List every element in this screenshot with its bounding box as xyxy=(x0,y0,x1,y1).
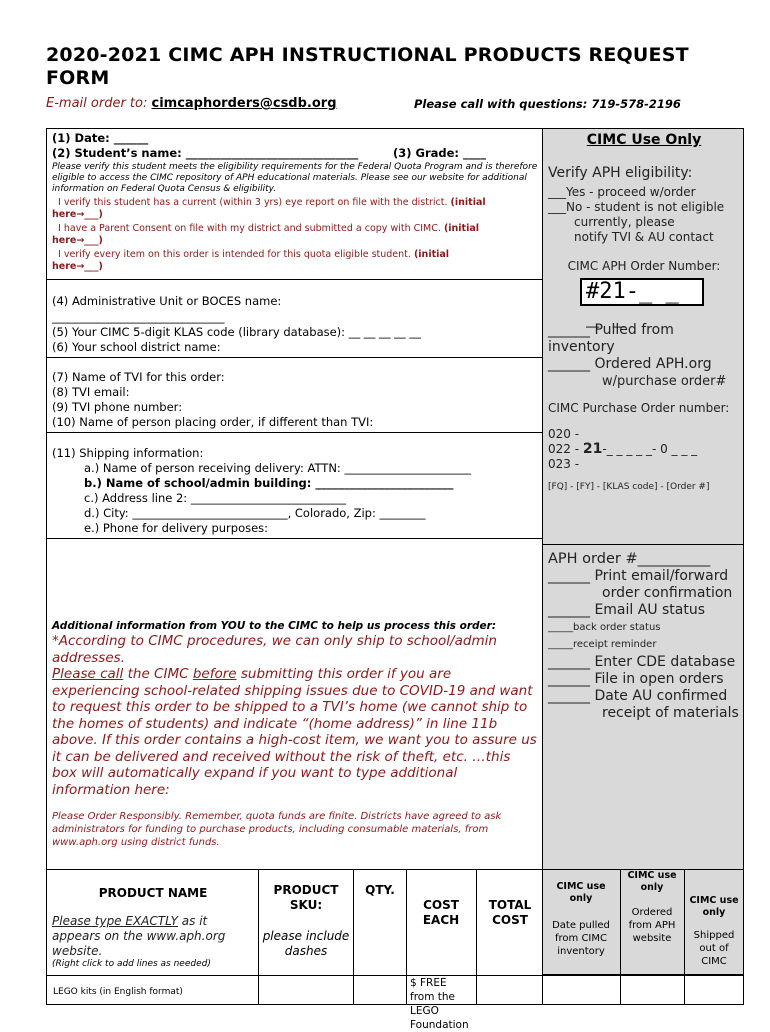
page-title: 2020-2021 CIMC APH INSTRUCTIONAL PRODUCTS REQUEST FORM xyxy=(46,44,689,89)
grade-field[interactable]: (3) Grade: ____ xyxy=(393,146,487,160)
product-name-header xyxy=(52,886,254,969)
col-divider xyxy=(542,869,543,1005)
order-responsibly-note: Please Order Responsibly. Remember, quota funds are finite. Districts have agreed to ask administrators for funding to purchase products, including consumable materials, from www.aph.org using district funds. xyxy=(52,811,502,848)
additional-info-heading: Additional information from YOU to the CIMC to help us process this order: xyxy=(52,620,497,632)
ordered-aph[interactable]: ______ Ordered APH.org xyxy=(548,356,712,372)
tvi-phone-field[interactable]: (9) TVI phone number: xyxy=(52,400,183,414)
order-number-label: CIMC APH Order Number: xyxy=(567,259,721,273)
address-line2-field[interactable]: c.) Address line 2: ___________________________ xyxy=(84,491,347,505)
col-divider xyxy=(258,869,259,1005)
cimc-col-head: CIMC use only xyxy=(627,870,677,893)
pulled-inventory[interactable]: ______ Pulled from inventory xyxy=(548,322,674,355)
date-au-confirmed[interactable]: ______ Date AU confirmed xyxy=(548,688,728,704)
backorder-status[interactable]: _____back order status xyxy=(548,622,661,633)
shipping-heading: (11) Shipping information: xyxy=(52,446,204,460)
admin-unit-line: ______________________________ xyxy=(52,310,225,324)
receipt-reminder[interactable]: _____receipt reminder xyxy=(548,639,657,650)
sku-note: please include dashes xyxy=(262,929,350,958)
section-additional-info[interactable] xyxy=(52,620,538,849)
divider xyxy=(46,279,543,280)
student-name-field[interactable]: (2) Student’s name: ______________________________ xyxy=(52,146,359,160)
check-quota-eligible[interactable]: I verify every item on this order is intended for this quota eligible student. (initial here→___) xyxy=(52,249,450,272)
placer-name-field[interactable]: (10) Name of person placing order, if different than TVI: xyxy=(52,415,374,429)
cimc-col-ordered xyxy=(622,870,682,945)
cimc-col-shipped xyxy=(686,895,742,968)
tvi-email-field[interactable]: (8) TVI email: xyxy=(52,385,130,399)
divider xyxy=(542,544,744,545)
cost-each-header: COST EACH xyxy=(422,898,460,927)
check-parent-consent[interactable]: I have a Parent Consent on file with my district and submitted a copy with CIMC. (initial here→___) xyxy=(52,223,480,246)
enter-cde[interactable]: ______ Enter CDE database xyxy=(548,654,736,670)
tvi-name-field[interactable]: (7) Name of TVI for this order: xyxy=(52,370,225,384)
cimc-panel xyxy=(548,132,740,492)
email-au-status[interactable]: ______ Email AU status xyxy=(548,602,706,618)
verify-note: Please verify this student meets the eligibility requirements for the Federal Quota Program and is therefore eligible to access the CIMC repository of APH educational materials. Please see our website for additional information on Federal Quota Census & eligibility. xyxy=(52,162,538,194)
cimc-col-head: CIMC use only xyxy=(556,881,606,904)
attn-field[interactable]: a.) Name of person receiving delivery: ATTN: ______________________ xyxy=(84,461,471,475)
divider xyxy=(46,357,543,358)
cimc-col-body: Shipped out of CIMC xyxy=(693,930,735,967)
product-name-title: PRODUCT NAME xyxy=(98,886,208,900)
verify-eligibility: Verify APH eligibility: xyxy=(548,165,693,181)
divider xyxy=(46,432,543,433)
delivery-phone-field[interactable]: e.) Phone for delivery purposes: xyxy=(84,521,269,535)
email-label: E-mail order to: xyxy=(46,96,148,111)
po-022[interactable]: 022 - 21-_ _ _ _ _- 0 _ _ _ xyxy=(548,441,698,457)
po-023[interactable]: 023 - xyxy=(548,457,580,471)
date-field[interactable]: (1) Date: ______ xyxy=(52,131,149,145)
admin-unit-field[interactable]: (4) Administrative Unit or BOCES name: xyxy=(52,294,282,308)
cimc-col-body: Ordered from APH website xyxy=(628,907,676,944)
aph-order-number[interactable]: APH order #__________ xyxy=(548,551,711,567)
city-zip-field[interactable]: d.) City: ___________________________, Colorado, Zip: ________ xyxy=(84,506,426,520)
contact-line xyxy=(46,96,746,111)
qty-header: QTY. xyxy=(365,883,395,897)
klas-code-field[interactable]: (5) Your CIMC 5-digit KLAS code (library database): __ __ __ __ __ xyxy=(52,325,421,339)
covid-note: Please call the CIMC before submitting this order if you are experiencing school-related shipping issues due to COVID-19 and want to request this order to be shipped to a TVI’s home (we cannot ship to the homes of students) and indicate “(home address)” in line 11b above. If this order contains a high-cost item, we want you to assure us it can be delivered and received without the risk of theft, etc. …this box will automatically expand if you want to type additional information here: xyxy=(52,666,537,798)
col-divider xyxy=(406,869,407,1005)
col-divider xyxy=(476,869,477,1005)
section-admin xyxy=(52,294,538,355)
divider xyxy=(46,538,543,539)
eligible-no-note: currently, please xyxy=(574,215,675,229)
check-eye-report[interactable]: I verify this student has a current (within 3 yrs) eye report on file with the district. (initial here→___) xyxy=(52,197,486,220)
print-email-note: order confirmation xyxy=(602,585,733,601)
cimc-processing xyxy=(548,551,740,722)
sku-title: PRODUCT SKU: xyxy=(273,883,339,912)
file-open-orders[interactable]: ______ File in open orders xyxy=(548,671,724,687)
email-link[interactable]: cimcaphorders@csdb.org xyxy=(151,96,337,111)
district-name-field[interactable]: (6) Your school district name: xyxy=(52,340,221,354)
type-exactly-note: Please type EXACTLY as it appears on the www.aph.org website. xyxy=(52,914,226,958)
right-click-note: (Right click to add lines as needed) xyxy=(52,959,211,969)
total-cost-header: TOTAL COST xyxy=(488,898,532,927)
cimc-col-head: CIMC use only xyxy=(689,895,739,918)
section-tvi xyxy=(52,370,538,430)
row1-product-name[interactable]: LEGO kits (in English format) xyxy=(53,987,183,997)
eligible-yes[interactable]: ___Yes - proceed w/order xyxy=(548,185,696,199)
row-divider xyxy=(46,975,744,976)
order-number-box[interactable]: #21-_ _ _ _ xyxy=(580,278,704,306)
cimc-heading: CIMC Use Only xyxy=(586,132,702,148)
section-shipping xyxy=(52,446,538,536)
row1-cost[interactable]: $ FREE from the LEGO Foundation xyxy=(410,977,469,1031)
col-divider xyxy=(353,869,354,1005)
col-divider xyxy=(684,869,685,1005)
school-building-field[interactable]: b.) Name of school/admin building: ________________________ xyxy=(84,476,454,490)
page-title-block xyxy=(46,44,746,90)
date-au-note: receipt of materials xyxy=(602,705,739,721)
po-label: CIMC Purchase Order number: xyxy=(548,401,730,415)
ordered-aph-note: w/purchase order# xyxy=(602,374,727,389)
phone-text: Please call with questions: 719-578-2196 xyxy=(414,97,681,111)
sku-header xyxy=(262,883,350,959)
print-email[interactable]: ______ Print email/forward xyxy=(548,568,729,584)
po-key: [FQ] - [FY] - [KLAS code] - [Order #] xyxy=(548,482,710,492)
po-020[interactable]: 020 - xyxy=(548,427,580,441)
procedure-note: *According to CIMC procedures, we can only ship to school/admin addresses. xyxy=(52,633,497,666)
cimc-col-pulled xyxy=(544,881,618,958)
cimc-col-body: Date pulled from CIMC inventory xyxy=(552,920,610,957)
eligible-no[interactable]: ___No - student is not eligible xyxy=(548,200,725,214)
section-student xyxy=(52,131,538,273)
col-divider xyxy=(620,869,621,1005)
eligible-no-note2: notify TVI & AU contact xyxy=(574,230,714,244)
